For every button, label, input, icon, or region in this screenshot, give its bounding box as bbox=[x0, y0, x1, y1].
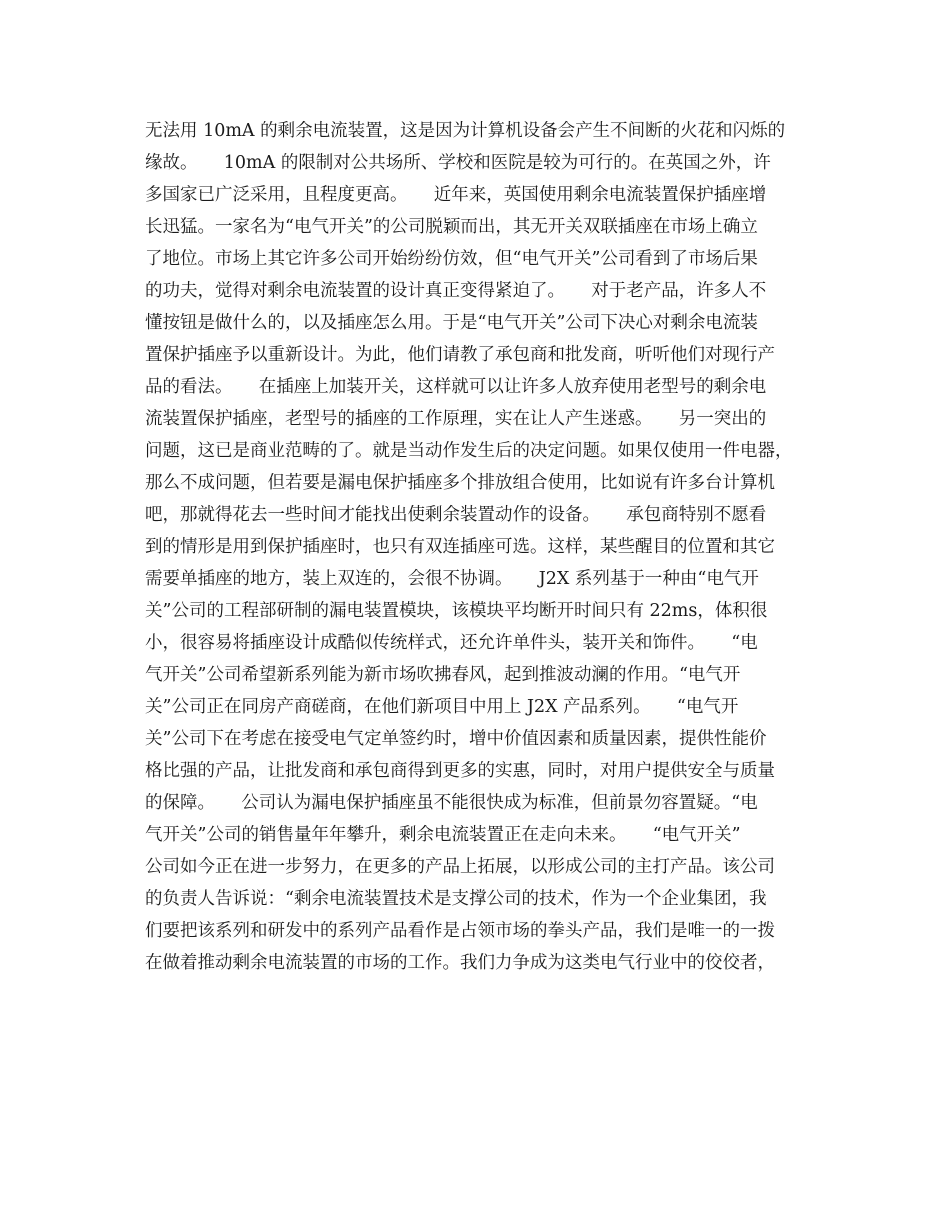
text-line: 需要单插座的地方，装上双连的，会很不协调。 J2X 系列基于一种由“电气开 bbox=[145, 569, 759, 589]
text-line: 吧，那就得花去一些时间才能找出使剩余装置动作的设备。 承包商特别不愿看 bbox=[145, 505, 767, 525]
text-line: 问题，这已是商业范畴的了。就是当动作发生后的决定问题。如果仅使用一件电器， bbox=[145, 441, 793, 461]
text-line: 到的情形是用到保护插座时，也只有双连插座可选。这样，某些醒目的位置和其它 bbox=[145, 537, 775, 557]
text-line: 置保护插座予以重新设计。为此，他们请教了承包商和批发商，听听他们对现行产 bbox=[145, 345, 775, 365]
text-line: 关”公司正在同房产商磋商，在他们新项目中用上 J2X 产品系列。 “电气开 bbox=[145, 697, 739, 717]
text-line: 关”公司下在考虑在接受电气定单签约时，增中价值因素和质量因素，提供性能价 bbox=[145, 729, 767, 749]
text-line: 多国家已广泛采用，且程度更高。 近年来，英国使用剩余电流装置保护插座增 bbox=[145, 185, 767, 205]
text-line: 们要把该系列和研发中的系列产品看作是占领市场的拳头产品，我们是唯一的一拨 bbox=[145, 921, 775, 941]
document-body bbox=[145, 115, 825, 979]
text-line: 了地位。市场上其它许多公司开始纷纷仿效，但“电气开关”公司看到了市场后果 bbox=[145, 249, 758, 269]
text-line: 小，很容易将插座设计成酷似传统样式，还允许单件头，装开关和饰件。 “电 bbox=[145, 633, 758, 653]
text-line: 的保障。 公司认为漏电保护插座虽不能很快成为标准，但前景勿容置疑。“电 bbox=[145, 793, 758, 813]
text-line: 关”公司的工程部研制的漏电装置模块，该模块平均断开时间只有 22ms，体积很 bbox=[145, 601, 768, 621]
text-line: 品的看法。 在插座上加装开关，这样就可以让许多人放弃使用老型号的剩余电 bbox=[145, 377, 767, 397]
text-line: 那么不成问题，但若要是漏电保护插座多个排放组合使用，比如说有许多台计算机 bbox=[145, 473, 775, 493]
text-line: 气开关”公司希望新系列能为新市场吹拂春风，起到推波动澜的作用。“电气开 bbox=[145, 665, 741, 685]
text-line: 格比强的产品，让批发商和承包商得到更多的实惠，同时，对用户提供安全与质量 bbox=[145, 761, 775, 781]
text-line: 懂按钮是做什么的，以及插座怎么用。于是“电气开关”公司下决心对剩余电流装 bbox=[145, 313, 758, 333]
text-line: 气开关”公司的销售量年年攀升，剩余电流装置正在走向未来。 “电气开关” bbox=[145, 825, 741, 845]
text-line: 无法用 10mA 的剩余电流装置，这是因为计算机设备会产生不间断的火花和闪烁的 bbox=[145, 121, 786, 141]
text-line: 在做着推动剩余电流装置的市场的工作。我们力争成为这类电气行业中的佼佼者， bbox=[145, 953, 775, 973]
text-line: 缘故。 10mA 的限制对公共场所、学校和医院是较为可行的。在英国之外，许 bbox=[145, 153, 771, 173]
text-line: 长迅猛。一家名为“电气开关”的公司脱颖而出，其无开关双联插座在市场上确立 bbox=[145, 217, 758, 237]
text-line: 的负责人告诉说：“剩余电流装置技术是支撑公司的技术，作为一个企业集团，我 bbox=[145, 889, 767, 909]
text-line: 流装置保护插座，老型号的插座的工作原理，实在让人产生迷惑。 另一突出的 bbox=[145, 409, 767, 429]
text-line: 公司如今正在进一步努力，在更多的产品上拓展，以形成公司的主打产品。该公司 bbox=[145, 857, 775, 877]
text-line: 的功夫，觉得对剩余电流装置的设计真正变得紧迫了。 对于老产品，许多人不 bbox=[145, 281, 767, 301]
